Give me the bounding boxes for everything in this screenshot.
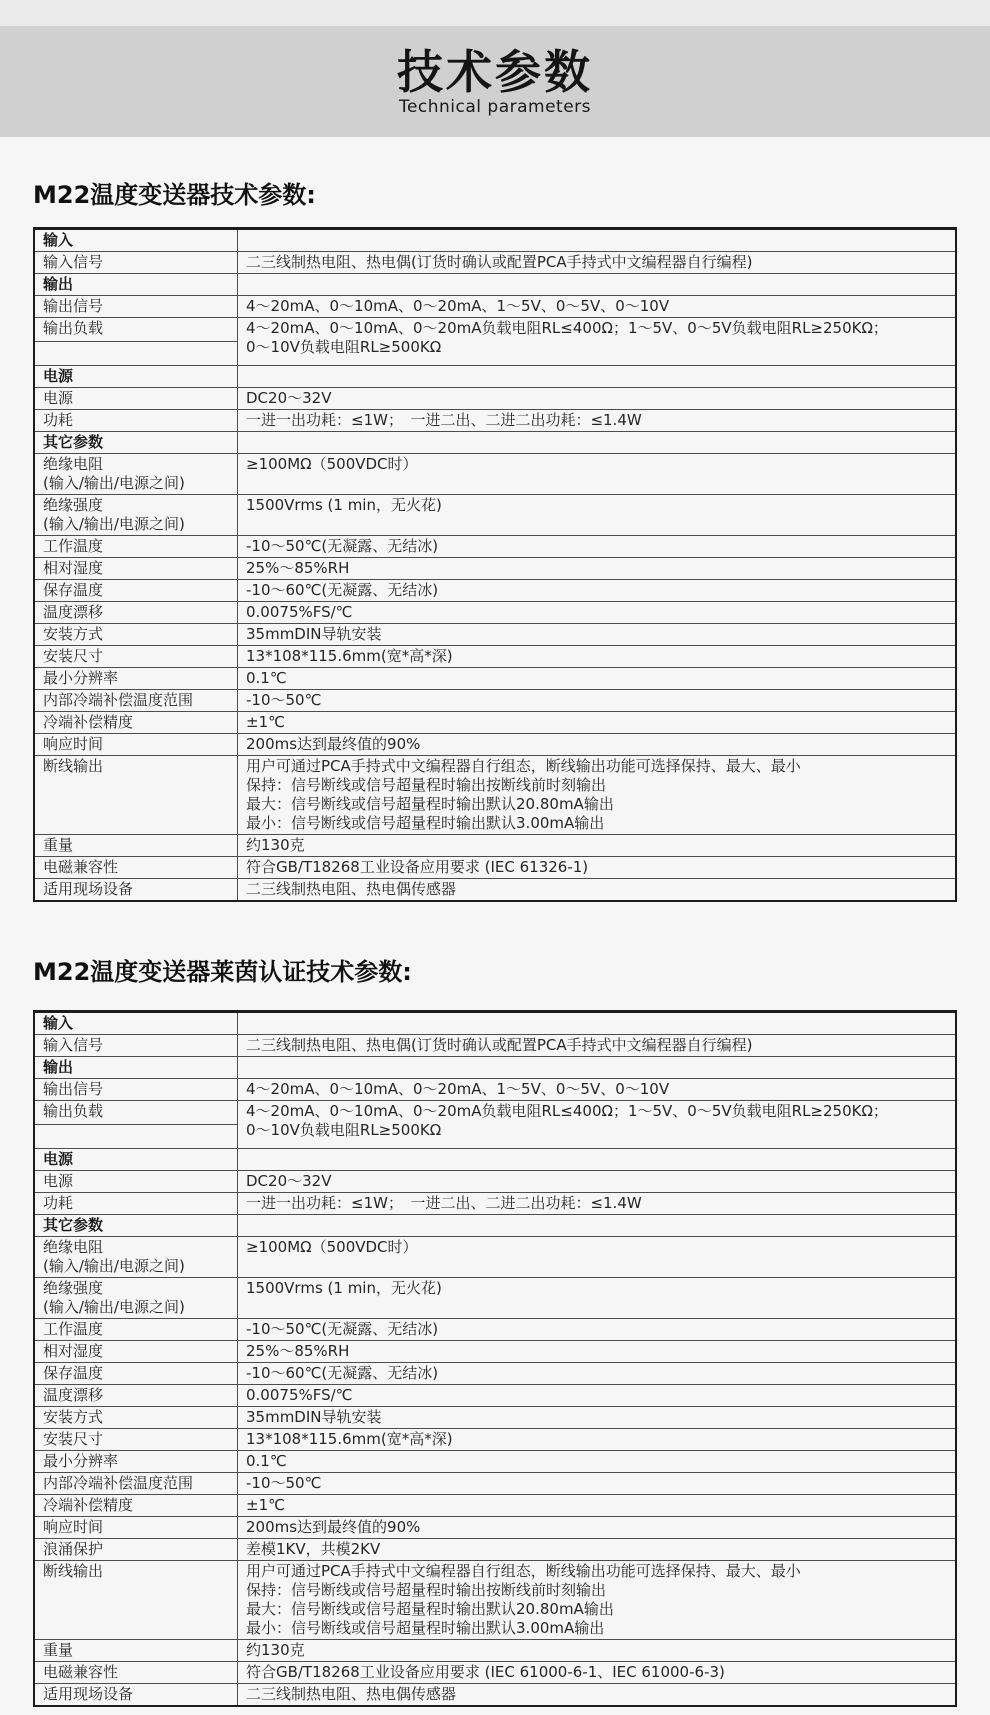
param-value-cell: -10～50℃ [238,690,957,712]
param-value-cell [238,1215,957,1237]
param-label-cell: 适用现场设备 [34,1684,238,1707]
table-row [34,1407,956,1429]
param-label-cell: 工作温度 [34,1319,238,1341]
table-row [34,558,956,580]
param-value-cell: 4～20mA、0～10mA、0～20mA负载电阻RL≤400Ω；1～5V、0～5V负载电阻RL≥250KΩ； 0～10V负载电阻RL≥500KΩ [238,318,957,366]
param-value-cell: 1500Vrms (1 min，无火花) [238,1278,957,1319]
param-value-cell: 13*108*115.6mm(宽*高*深) [238,646,957,668]
param-label-cell: 功耗 [34,1193,238,1215]
table-row [34,229,956,252]
table-row [34,1429,956,1451]
param-value-cell: 0.1℃ [238,1451,957,1473]
param-value-cell: 一进一出功耗：≤1W； 一进二出、二进二出功耗：≤1.4W [238,410,957,432]
param-value-cell: 0.0075%FS/℃ [238,1385,957,1407]
param-value-cell: -10～60℃(无凝露、无结冰) [238,1363,957,1385]
spec-table-rhein-certified-body [34,1012,956,1707]
param-label-cell: 内部冷端补偿温度范围 [34,1473,238,1495]
param-label-cell: 功耗 [34,410,238,432]
param-label-cell: 最小分辨率 [34,668,238,690]
param-value-cell: 二三线制热电阻、热电偶传感器 [238,879,957,902]
param-label-cell: 相对湿度 [34,1341,238,1363]
param-value-cell: -10～50℃(无凝露、无结冰) [238,536,957,558]
param-label-cell: 输入 [34,1012,238,1035]
param-value-cell [238,1012,957,1035]
table-row [34,1684,956,1707]
table-row [34,835,956,857]
title-band [0,26,990,137]
param-label-cell: 电磁兼容性 [34,1662,238,1684]
table-row [34,252,956,274]
param-label-cell: 保存温度 [34,1363,238,1385]
param-label-cell: 输入 [34,229,238,252]
table-row [34,1363,956,1385]
param-value-cell [238,432,957,454]
param-value-cell: 约130克 [238,1640,957,1662]
table-row [34,1517,956,1539]
table-row [34,602,956,624]
table-row [34,690,956,712]
param-label-cell: 温度漂移 [34,602,238,624]
table-row [34,624,956,646]
param-label-cell: 电源 [34,388,238,410]
param-label-cell: 绝缘电阻 (输入/输出/电源之间) [34,1237,238,1278]
param-label-cell: 工作温度 [34,536,238,558]
param-label-cell: 输出信号 [34,1079,238,1101]
param-value-cell: ≥100MΩ（500VDC时） [238,1237,957,1278]
param-label-cell: 输出 [34,1057,238,1079]
param-label-cell: 冷端补偿精度 [34,1495,238,1517]
table-row [34,1215,956,1237]
table-row [34,1385,956,1407]
table-row [34,1171,956,1193]
param-value-cell: 0.0075%FS/℃ [238,602,957,624]
table-row [34,734,956,756]
param-value-cell: 4～20mA、0～10mA、0～20mA、1～5V、0～5V、0～10V [238,296,957,318]
param-value-cell: ≥100MΩ（500VDC时） [238,454,957,495]
table-row [34,712,956,734]
table-row [34,1662,956,1684]
section-heading-rhein-certified: M22温度变送器莱茵认证技术参数: [33,958,412,986]
param-value-cell: 二三线制热电阻、热电偶(订货时确认或配置PCA手持式中文编程器自行编程) [238,1035,957,1057]
table-row [34,296,956,318]
param-value-cell [238,366,957,388]
param-value-cell: 用户可通过PCA手持式中文编程器自行组态，断线输出功能可选择保持、最大、最小 保持：信号断线或信号超量程时输出按断线前时刻输出 最大：信号断线或信号超量程时输出默认20.80mA输出 最小：信号断线或信号超量程时输出默认3.00mA输出 [238,1561,957,1640]
param-label-cell: 浪涌保护 [34,1539,238,1561]
param-label-cell: 重量 [34,835,238,857]
param-label-cell: 电源 [34,1149,238,1171]
table-row [34,536,956,558]
spec-table-standard [33,227,957,902]
param-label-cell: 绝缘强度 (输入/输出/电源之间) [34,495,238,536]
param-label-cell: 电源 [34,366,238,388]
param-label-cell: 最小分辨率 [34,1451,238,1473]
table-row [34,432,956,454]
param-value-cell: 1500Vrms (1 min，无火花) [238,495,957,536]
param-label-cell: 重量 [34,1640,238,1662]
spec-table-rhein-certified [33,1010,957,1707]
table-row [34,1473,956,1495]
param-value-cell: 用户可通过PCA手持式中文编程器自行组态，断线输出功能可选择保持、最大、最小 保持：信号断线或信号超量程时输出按断线前时刻输出 最大：信号断线或信号超量程时输出默认20.80mA输出 最小：信号断线或信号超量程时输出默认3.00mA输出 [238,756,957,835]
param-value-cell: 4～20mA、0～10mA、0～20mA负载电阻RL≤400Ω；1～5V、0～5V负载电阻RL≥250KΩ； 0～10V负载电阻RL≥500KΩ [238,1101,957,1149]
param-label-cell: 绝缘电阻 (输入/输出/电源之间) [34,454,238,495]
param-value-cell: 0.1℃ [238,668,957,690]
param-value-cell: 一进一出功耗：≤1W； 一进二出、二进二出功耗：≤1.4W [238,1193,957,1215]
param-value-cell: -10～50℃ [238,1473,957,1495]
param-label-cell: 相对湿度 [34,558,238,580]
table-row [34,1341,956,1363]
param-label-cell [34,1125,238,1149]
param-label-cell: 输出负载 [34,1101,238,1125]
table-row [34,756,956,835]
param-value-cell: 约130克 [238,835,957,857]
param-value-cell: -10～50℃(无凝露、无结冰) [238,1319,957,1341]
table-row [34,1149,956,1171]
table-row [34,879,956,902]
table-row [34,388,956,410]
param-label-cell: 输入信号 [34,1035,238,1057]
table-row [34,1278,956,1319]
table-row [34,495,956,536]
param-value-cell: 符合GB/T18268工业设备应用要求 (IEC 61326-1) [238,857,957,879]
param-value-cell: -10～60℃(无凝露、无结冰) [238,580,957,602]
page-title: 技术参数 [397,44,593,99]
table-row [34,1495,956,1517]
param-label-cell: 温度漂移 [34,1385,238,1407]
param-label-cell: 其它参数 [34,1215,238,1237]
param-label-cell: 内部冷端补偿温度范围 [34,690,238,712]
table-row [34,1079,956,1101]
param-value-cell: 35mmDIN导轨安装 [238,1407,957,1429]
page-subtitle: Technical parameters [398,96,592,117]
param-value-cell [238,229,957,252]
param-label-cell: 适用现场设备 [34,879,238,902]
param-value-cell: DC20～32V [238,1171,957,1193]
table-row [34,580,956,602]
table-row [34,646,956,668]
param-label-cell: 输入信号 [34,252,238,274]
table-row [34,1640,956,1662]
spec-table-standard-body [34,229,956,902]
param-value-cell: DC20～32V [238,388,957,410]
param-label-cell: 电源 [34,1171,238,1193]
param-value-cell: 35mmDIN导轨安装 [238,624,957,646]
table-row [34,274,956,296]
table-row [34,1319,956,1341]
table-row [34,1539,956,1561]
param-label-cell: 其它参数 [34,432,238,454]
param-label-cell: 断线输出 [34,1561,238,1640]
param-value-cell: 符合GB/T18268工业设备应用要求 (IEC 61000-6-1、IEC 61000-6-3) [238,1662,957,1684]
param-value-cell [238,274,957,296]
param-value-cell: ±1℃ [238,1495,957,1517]
param-value-cell: 13*108*115.6mm(宽*高*深) [238,1429,957,1451]
table-row [34,1561,956,1640]
param-value-cell: 200ms达到最终值的90% [238,1517,957,1539]
param-value-cell: ±1℃ [238,712,957,734]
table-row [34,366,956,388]
param-label-cell: 电磁兼容性 [34,857,238,879]
param-label-cell: 输出信号 [34,296,238,318]
table-row [34,410,956,432]
param-label-cell: 冷端补偿精度 [34,712,238,734]
table-row [34,1012,956,1035]
table-row [34,1193,956,1215]
param-value-cell: 4～20mA、0～10mA、0～20mA、1～5V、0～5V、0～10V [238,1079,957,1101]
param-label-cell: 安装方式 [34,624,238,646]
param-label-cell [34,342,238,366]
param-label-cell: 响应时间 [34,1517,238,1539]
section-heading-standard: M22温度变送器技术参数: [33,181,316,209]
param-value-cell: 二三线制热电阻、热电偶传感器 [238,1684,957,1707]
param-value-cell: 25%～85%RH [238,558,957,580]
table-row [34,454,956,495]
table-row [34,1035,956,1057]
param-label-cell: 安装方式 [34,1407,238,1429]
param-value-cell [238,1149,957,1171]
param-label-cell: 输出负载 [34,318,238,342]
page-content [0,179,990,1707]
table-row [34,1237,956,1278]
table-row [34,857,956,879]
param-value-cell: 25%～85%RH [238,1341,957,1363]
table-row [34,318,956,342]
table-row [34,1451,956,1473]
param-label-cell: 响应时间 [34,734,238,756]
param-value-cell: 差模1KV，共模2KV [238,1539,957,1561]
param-value-cell: 200ms达到最终值的90% [238,734,957,756]
param-label-cell: 断线输出 [34,756,238,835]
table-row [34,1057,956,1079]
param-label-cell: 保存温度 [34,580,238,602]
table-row [34,668,956,690]
param-label-cell: 安装尺寸 [34,646,238,668]
param-label-cell: 输出 [34,274,238,296]
table-row [34,1101,956,1125]
param-label-cell: 绝缘强度 (输入/输出/电源之间) [34,1278,238,1319]
param-value-cell [238,1057,957,1079]
param-value-cell: 二三线制热电阻、热电偶(订货时确认或配置PCA手持式中文编程器自行编程) [238,252,957,274]
param-label-cell: 安装尺寸 [34,1429,238,1451]
top-strip [0,0,990,26]
